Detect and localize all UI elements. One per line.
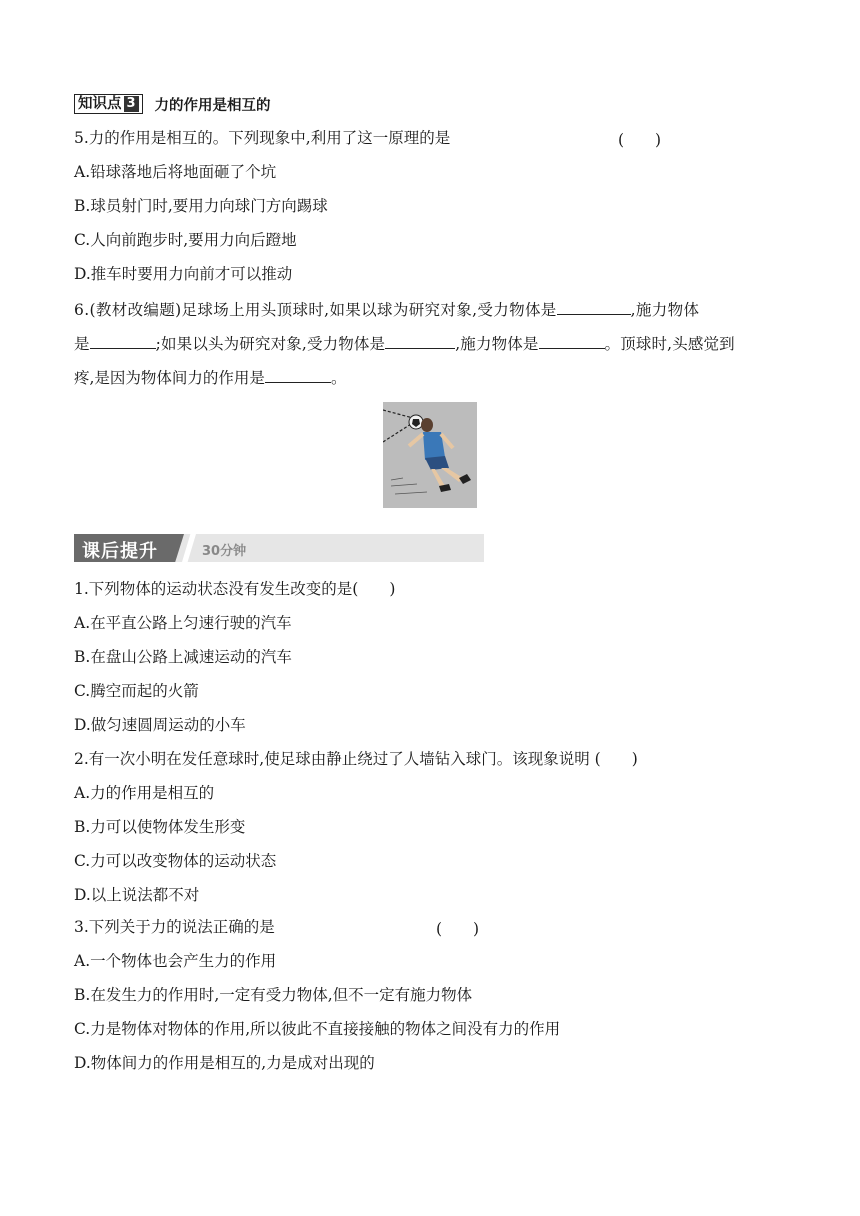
- p2-option-a: A.力的作用是相互的: [74, 784, 215, 802]
- p3-option-d: D.物体间力的作用是相互的,力是成对出现的: [74, 1054, 375, 1072]
- q5-answer-paren[interactable]: ( ): [618, 131, 662, 149]
- knowledge-point-label: 知识点: [78, 96, 122, 112]
- q6-text-4: ;如果以头为研究对象,受力物体是: [155, 335, 386, 353]
- q6-text-7: 疼,是因为物体间力的作用是: [74, 369, 265, 387]
- section-title: 课后提升: [82, 541, 158, 562]
- p1-option-c: C.腾空而起的火箭: [74, 682, 199, 700]
- p3-option-c: C.力是物体对物体的作用,所以彼此不直接接触的物体之间没有力的作用: [74, 1020, 561, 1038]
- q6-line-2: [74, 332, 735, 354]
- player-heading-ball-illustration: [383, 402, 477, 508]
- knowledge-point-number: 3: [124, 96, 139, 112]
- q6-text-3: 是: [74, 335, 90, 353]
- p2-option-c: C.力可以改变物体的运动状态: [74, 852, 277, 870]
- q6-blank-4[interactable]: [539, 332, 605, 349]
- p3-option-a: A.一个物体也会产生力的作用: [74, 952, 277, 970]
- q6-line-1: [74, 298, 699, 320]
- p3-option-b: B.在发生力的作用时,一定有受力物体,但不一定有施力物体: [74, 986, 473, 1004]
- q6-text-5: ,施力物体是: [455, 335, 539, 353]
- q6-blank-2[interactable]: [90, 332, 156, 349]
- p1-option-b: B.在盘山公路上减速运动的汽车: [74, 648, 292, 666]
- knowledge-point-title: 力的作用是相互的: [154, 97, 271, 114]
- p3-answer-paren[interactable]: ( ): [436, 920, 480, 938]
- section-time: 30分钟: [202, 544, 247, 559]
- q5-stem: 5.力的作用是相互的。下列现象中,利用了这一原理的是: [74, 129, 451, 147]
- header-ball-figure: [383, 402, 477, 508]
- p3-stem: 3.下列关于力的说法正确的是: [74, 918, 275, 936]
- p2-stem: 2.有一次小明在发任意球时,使足球由静止绕过了人墙钻入球门。该现象说明 ( ): [74, 750, 638, 768]
- q5-option-b: B.球员射门时,要用力向球门方向踢球: [74, 197, 328, 215]
- q5-option-a: A.铅球落地后将地面砸了个坑: [74, 163, 277, 181]
- p2-option-d: D.以上说法都不对: [74, 886, 200, 904]
- q6-text-8: 。: [330, 369, 347, 387]
- p2-option-b: B.力可以使物体发生形变: [74, 818, 246, 836]
- p1-stem: 1.下列物体的运动状态没有发生改变的是( ): [74, 580, 396, 598]
- q6-blank-5[interactable]: [265, 366, 331, 383]
- q5-option-c: C.人向前跑步时,要用力向后蹬地: [74, 231, 297, 249]
- q5-option-d: D.推车时要用力向前才可以推动: [74, 265, 293, 283]
- p1-option-d: D.做匀速圆周运动的小车: [74, 716, 246, 734]
- knowledge-point-header: [74, 94, 271, 114]
- q6-text-2: ,施力物体: [630, 301, 700, 319]
- knowledge-point-badge: [74, 94, 143, 114]
- p1-option-a: A.在平直公路上匀速行驶的汽车: [74, 614, 292, 632]
- q6-blank-1[interactable]: [557, 298, 631, 315]
- q6-line-3: [74, 366, 346, 388]
- section-header-bar: [74, 534, 484, 562]
- q6-text-6: 。顶球时,头感觉到: [604, 335, 735, 353]
- q6-text-1: 6.(教材改编题)足球场上用头顶球时,如果以球为研究对象,受力物体是: [74, 301, 557, 319]
- q6-blank-3[interactable]: [385, 332, 455, 349]
